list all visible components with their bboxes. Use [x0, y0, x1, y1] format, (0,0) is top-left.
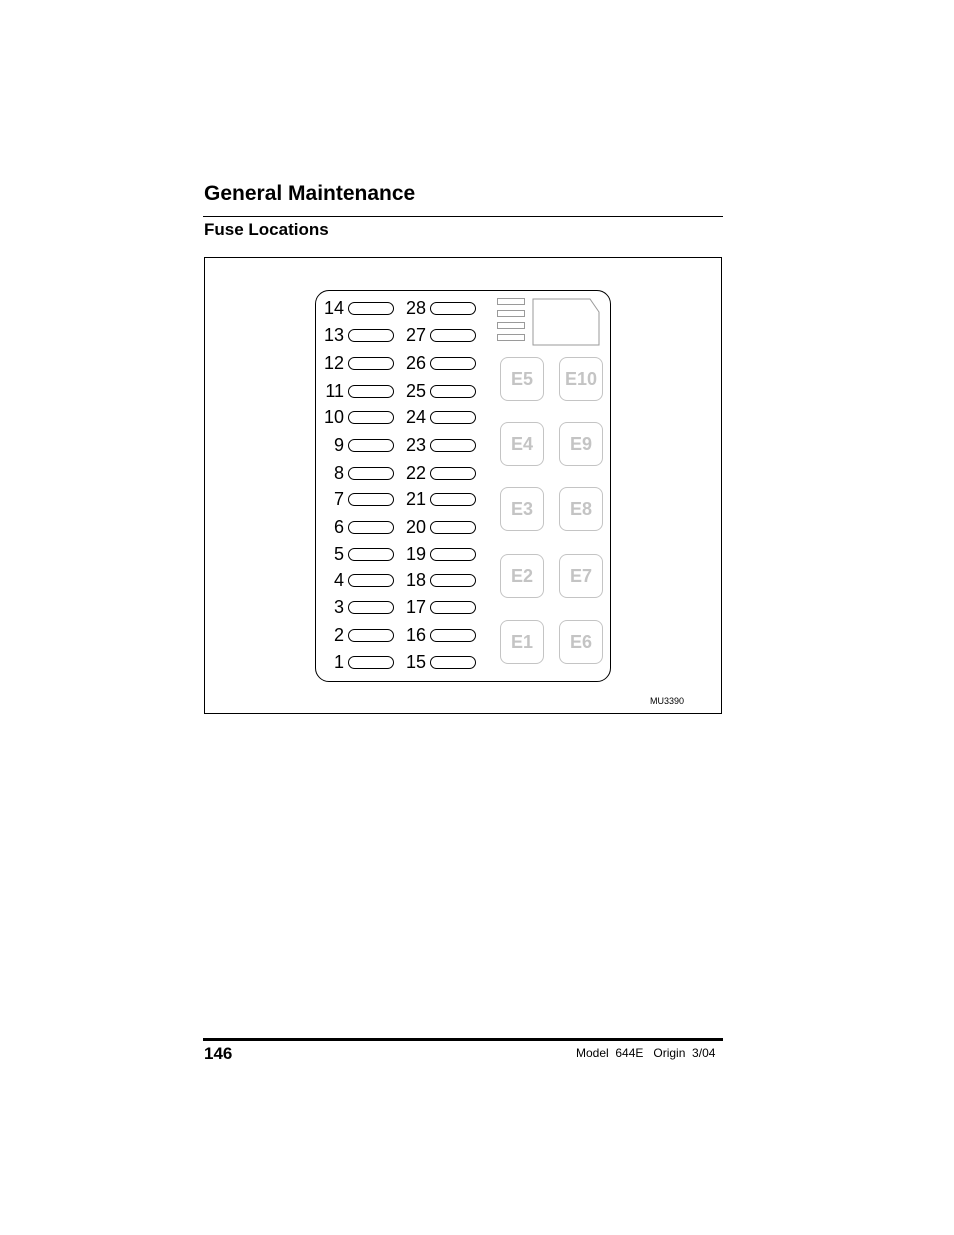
- fuse-slot: [348, 521, 394, 534]
- fuse-number-label: 5: [333, 544, 344, 564]
- fuse-number-label: 20: [405, 517, 426, 537]
- fuse-number-label: 18: [405, 570, 426, 590]
- fuse-slot: [430, 357, 476, 370]
- fuse-number-label: 10: [323, 407, 344, 427]
- fuse-slot: [348, 656, 394, 669]
- footer-divider: [203, 1038, 723, 1041]
- fuse-slot: [430, 439, 476, 452]
- fuse-slot: [348, 601, 394, 614]
- fuse-slot: [430, 629, 476, 642]
- fuse-number-label: 1: [333, 652, 344, 672]
- fuse-slot: [348, 629, 394, 642]
- figure-code: MU3390: [650, 696, 685, 706]
- fuse-number-label: 23: [405, 435, 426, 455]
- fuse-number-label: 21: [405, 489, 426, 509]
- relay-strip: [497, 298, 525, 305]
- relay-strip: [497, 322, 525, 329]
- section-title: General Maintenance: [204, 182, 416, 205]
- fuse-slot: [348, 329, 394, 342]
- fuse-number-label: 26: [405, 353, 426, 373]
- fuse-number-label: 11: [325, 381, 344, 401]
- fuse-number-label: 13: [323, 325, 344, 345]
- fuse-number-label: 14: [323, 298, 344, 318]
- fuse-slot: [430, 493, 476, 506]
- fuse-number-label: 28: [405, 298, 426, 318]
- e-fuse-box: E4: [500, 422, 544, 466]
- fuse-number-label: 4: [333, 570, 344, 590]
- fuse-number-label: 24: [405, 407, 426, 427]
- fuse-number-label: 19: [405, 544, 426, 564]
- footer-model-info: Model 644E Origin 3/04: [576, 1046, 716, 1060]
- e-fuse-box: E7: [559, 554, 603, 598]
- fuse-number-label: 27: [405, 325, 426, 345]
- fuse-number-label: 16: [405, 625, 426, 645]
- fuse-slot: [430, 467, 476, 480]
- fuse-slot: [430, 574, 476, 587]
- fuse-slot: [348, 493, 394, 506]
- relay-strip: [497, 310, 525, 317]
- fuse-slot: [348, 548, 394, 561]
- fuse-number-label: 7: [333, 489, 344, 509]
- fuse-slot: [430, 656, 476, 669]
- fuse-slot: [348, 411, 394, 424]
- e-fuse-box: E1: [500, 620, 544, 664]
- fuse-number-label: 12: [323, 353, 344, 373]
- fuse-slot: [430, 385, 476, 398]
- fuse-slot: [430, 302, 476, 315]
- fuse-slot: [430, 411, 476, 424]
- e-fuse-box: E8: [559, 487, 603, 531]
- fuse-slot: [430, 521, 476, 534]
- fuse-number-label: 22: [405, 463, 426, 483]
- e-fuse-box: E6: [559, 620, 603, 664]
- fuse-slot: [348, 439, 394, 452]
- fuse-number-label: 25: [405, 381, 426, 401]
- fuse-slot: [430, 329, 476, 342]
- fuse-number-label: 9: [333, 435, 344, 455]
- relay-strip: [497, 334, 525, 341]
- fuse-number-label: 8: [333, 463, 344, 483]
- fuse-number-label: 17: [405, 597, 426, 617]
- relay-block: [532, 298, 600, 346]
- e-fuse-box: E5: [500, 357, 544, 401]
- fuse-slot: [348, 574, 394, 587]
- title-divider: [203, 216, 723, 217]
- e-fuse-box: E10: [559, 357, 603, 401]
- fuse-slot: [348, 467, 394, 480]
- fuse-number-label: 2: [333, 625, 344, 645]
- fuse-slot: [348, 302, 394, 315]
- fuse-slot: [430, 601, 476, 614]
- fuse-slot: [430, 548, 476, 561]
- fuse-slot: [348, 357, 394, 370]
- e-fuse-box: E9: [559, 422, 603, 466]
- fuse-number-label: 6: [333, 517, 344, 537]
- page-number: 146: [204, 1044, 233, 1063]
- subsection-title: Fuse Locations: [204, 220, 329, 239]
- fuse-number-label: 3: [333, 597, 344, 617]
- fuse-number-label: 15: [405, 652, 426, 672]
- e-fuse-box: E2: [500, 554, 544, 598]
- fuse-slot: [348, 385, 394, 398]
- e-fuse-box: E3: [500, 487, 544, 531]
